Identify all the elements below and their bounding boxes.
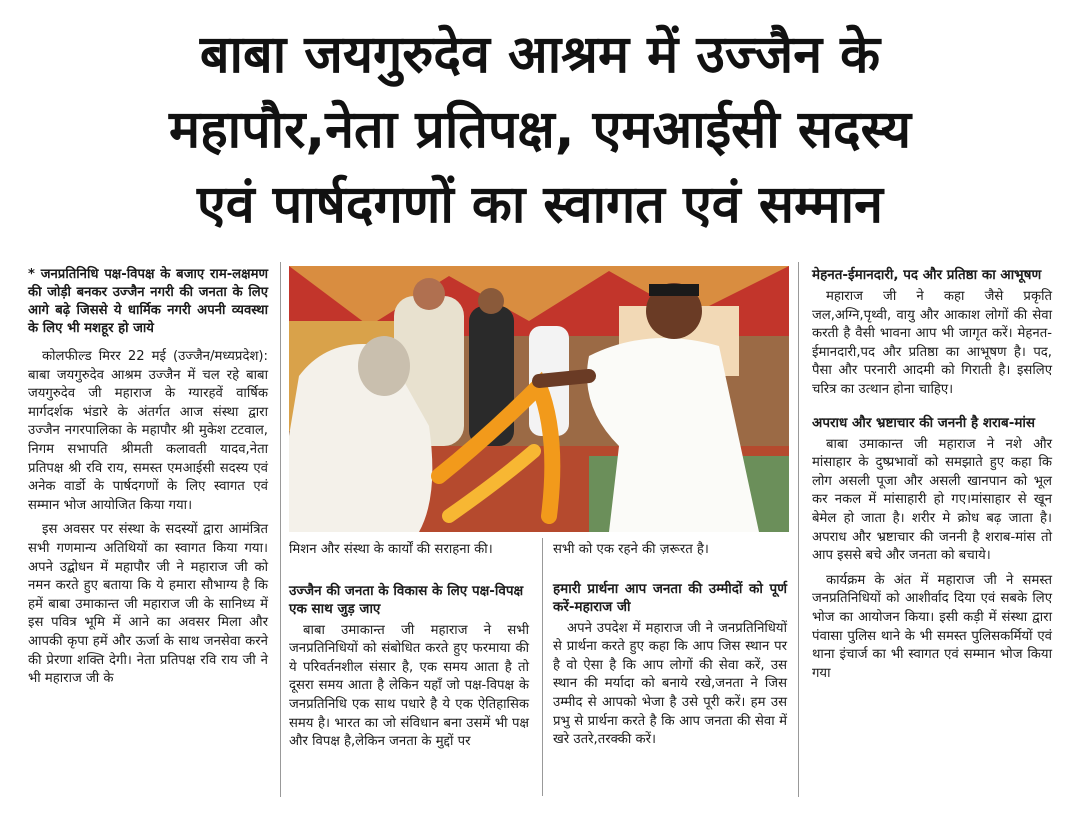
headline bbox=[0, 18, 1080, 243]
article-paragraph-continued: मिशन और संस्था के कार्यों की सराहना की। bbox=[289, 542, 493, 557]
subheading: मेहनत-ईमानदारी, पद और प्रतिष्ठा का आभूषण bbox=[812, 267, 1042, 283]
article-paragraph: बाबा उमाकान्त जी महाराज ने सभी जनप्रतिनिधियों को संबोधित करते हुए फरमाया की ये परिवर्तनशील संसार है, एक समय आता है तो दूसरा समय आता है लेकिन यहाँ जो पक्ष-विपक्ष के जनप्रतिनिधि एक साथ पधारे है ये एक ऐतिहासिक समय है। भारत का जो संविधान बना उसमें भी पक्ष और विपक्ष है,लेकिन जनता के मुद्दों पर bbox=[289, 622, 529, 750]
article-paragraph: महाराज जी ने कहा जैसे प्रकृति जल,अग्नि,पृथ्वी, वायु और आकाश लोगों की सेवा करती है वैसी भावना आप भी जागृत करें। मेहनत-ईमानदारी,पद और प्रतिष्ठा का आभूषण है। पद, पैसा और परनारी आदमी को गिराती है। इसलिए चरित्र का उत्थान होना चाहिए। bbox=[812, 289, 1052, 397]
headline-line-3: एवं पार्षदगणों का स्वागत एवं सम्मान bbox=[197, 175, 883, 235]
article-paragraph: कार्यक्रम के अंत में महाराज जी ने समस्त जनप्रतिनिधियों को आशीर्वाद दिया एवं सबके लिए भोज का आयोजन किया। इसी कड़ी में संस्था द्वारा पंवासा पुलिस थाने के भी समस्त पुलिसकर्मियों एवं थाना इंचार्ज का भी स्वागत एवं सम्मान भोज किया गया bbox=[812, 572, 1052, 681]
headline-line-2: महापौर,नेता प्रतिपक्ष, एमआईसी सदस्य bbox=[168, 100, 912, 160]
article-paragraph: बाबा उमाकान्त जी महाराज ने नशे और मांसाहार के दुष्प्रभावों को समझाते हुए कहा कि लोग असली पूजा और असली खानपान को भूल कर नकल में मांसाहारी हो गए।मांसाहार से खून बेमेल हो जाता है। शरीर मे क्रोध बढ़ जाता है। अपराध और भ्रष्टाचार की जननी है शराब-मांस तो आप इससे बचे और जनता को बचाये। bbox=[812, 436, 1052, 564]
column-divider-middle bbox=[542, 538, 543, 796]
subheading: उज्जैन की जनता के विकास के लिए पक्ष-विपक्ष एक साथ जुड़ जाए bbox=[289, 582, 524, 617]
article-paragraph-continued: सभी को एक रहने की ज़रूरत है। bbox=[553, 542, 709, 557]
highlight-summary: * जनप्रतिनिधि पक्ष-विपक्ष के बजाए राम-लक्षमण की जोड़ी बनकर उज्जैन नगरी की जनता के लिए आगे बढ़े जिससे ये धार्मिक नगरी अपनी व्यवस्था के लिए भी मशहूर हो जाये bbox=[28, 267, 268, 336]
article-paragraph: इस अवसर पर संस्था के सदस्यों द्वारा आमंत्रित सभी गणमान्य अतिथियों का स्वागत किया गया। अपने उद्बोधन में महापौर जी ने महाराज जी को नमन करते हुए बताया कि ये हमारा सौभाग्य है कि हमें बाबा उमाकान्त जी महाराज जी के सानिध्य में इस पवित्र भूमि में आने का अवसर मिला और आपकी कृपा हमें और ऊर्जा के साथ जनसेवा करने की प्रेरणा शक्ति देगी। नेता प्रतिपक्ष रवि राय जी ने भी महाराज जी के bbox=[28, 522, 268, 687]
photo-illustration bbox=[289, 266, 789, 532]
headline-line-1: बाबा जयगुरुदेव आश्रम में उज्जैन के bbox=[199, 25, 881, 85]
article-paragraph: अपने उपदेश में महाराज जी ने जनप्रतिनिधियों से प्रार्थना करते हुए कहा कि आप जिस स्थान पर है वो ऐसा है कि आप लोगों की सेवा करें, उस स्थान की मर्यादा को बनाये रखे,जनता ने जिस उम्मीद से आपको भेजा है उसे पूरी करें। हम उस प्रभु से प्रार्थना करते है कि आप जनता की सेवा में खरे उतरे,तरक्की करें। bbox=[553, 620, 787, 748]
middle-right-column bbox=[553, 541, 787, 756]
left-column bbox=[28, 266, 268, 695]
column-divider-left bbox=[280, 262, 281, 797]
column-divider-right bbox=[798, 262, 799, 797]
news-photo bbox=[289, 266, 789, 532]
article-paragraph: कोलफील्ड मिरर 22 मई (उज्जैन/मध्यप्रदेश): बाबा जयगुरुदेव आश्रम उज्जैन में चल रहे बाबा जयगुरुदेव जी महाराज के ग्यारहवें वार्षिक मार्गदर्शक भंडारे के अंतर्गत आज संस्था द्वारा उज्जैन नगरपालिका के महापौर श्री मुकेश टटवाल, निगम सभापति श्रीमती कलावती यादव,नेता प्रतिपक्ष श्री रवि राय, समस्त एमआईसी सदस्य एवं अनेक वार्डो के पार्षदगणों के लिए स्वागत एवं सम्मान भोज आयोजित किया गया। bbox=[28, 349, 268, 513]
subheading: अपराध और भ्रष्टाचार की जननी है शराब-मांस bbox=[812, 414, 1036, 431]
middle-left-column bbox=[289, 541, 529, 758]
right-column bbox=[812, 266, 1052, 689]
subheading: हमारी प्रार्थना आप जनता की उम्मीदों को पूर्ण करें-महाराज जी bbox=[553, 580, 787, 615]
